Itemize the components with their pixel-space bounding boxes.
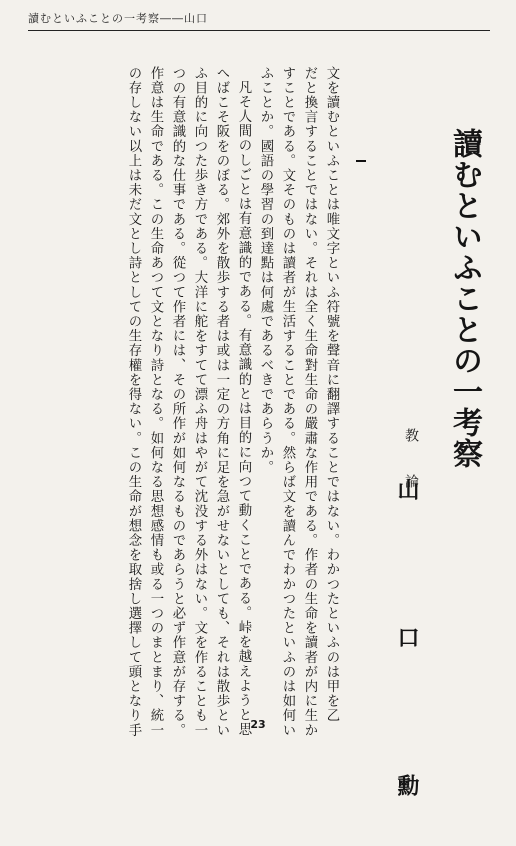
body-column: 凡そ人間のしごとは有意識的である。有意識的とは目的に向つて動くことである。峠を越えようと思 <box>236 80 251 737</box>
body-column: ふことか。國語の學習の到達點は何處であるべきであらうか。 <box>258 66 273 475</box>
body-column: へばこそ阪をのぼる。郊外を散歩する者は或は一定の方角に足を急がせないとしても、それは散歩とい <box>214 66 229 738</box>
header-rule <box>28 30 490 31</box>
body-column: ふ目的に向つた歩き方である。大洋に舵をすてて漂ふ舟はやがて沈没する外はない。文を作ることも一 <box>192 66 207 738</box>
page-number: 23 <box>250 718 266 731</box>
author-role: 教 論 <box>403 428 419 496</box>
section-number <box>356 160 366 162</box>
author-name: 山 口 勳 <box>394 478 420 846</box>
body-column: 文を讀むといふことは唯文字といふ符號を聲音に翻譯することではない。わかつたといふのは甲を乙 <box>324 66 339 723</box>
section-number-text <box>365 150 366 151</box>
body-column: すことである。文そのものは讀者が生活することである。然らば文を讀んでわかつたといふのは如何い <box>280 66 295 738</box>
body-column: だと換言することではない。それは全く生命對生命の嚴肅な作用である。作者の生命を讀者が内に生か <box>302 66 317 738</box>
body-column: つの有意識的な仕事である。從つて作者には、その所作が如何なるものであらうと必ず作意が存する。 <box>170 66 185 738</box>
body-column: 作意は生命である。この生命あつて文となり詩となる。如何なる思想感情も或る一つのまとまり、統一 <box>148 66 163 738</box>
body-column: の存しない以上は未だ文とし詩としての生存權を得ない。この生命が想念を取捨し選擇して頭となり手 <box>126 66 141 738</box>
running-header: 讀むといふことの一考察――山口 <box>28 12 208 25</box>
article-title: 讀むといふことの一考察 <box>447 128 482 469</box>
